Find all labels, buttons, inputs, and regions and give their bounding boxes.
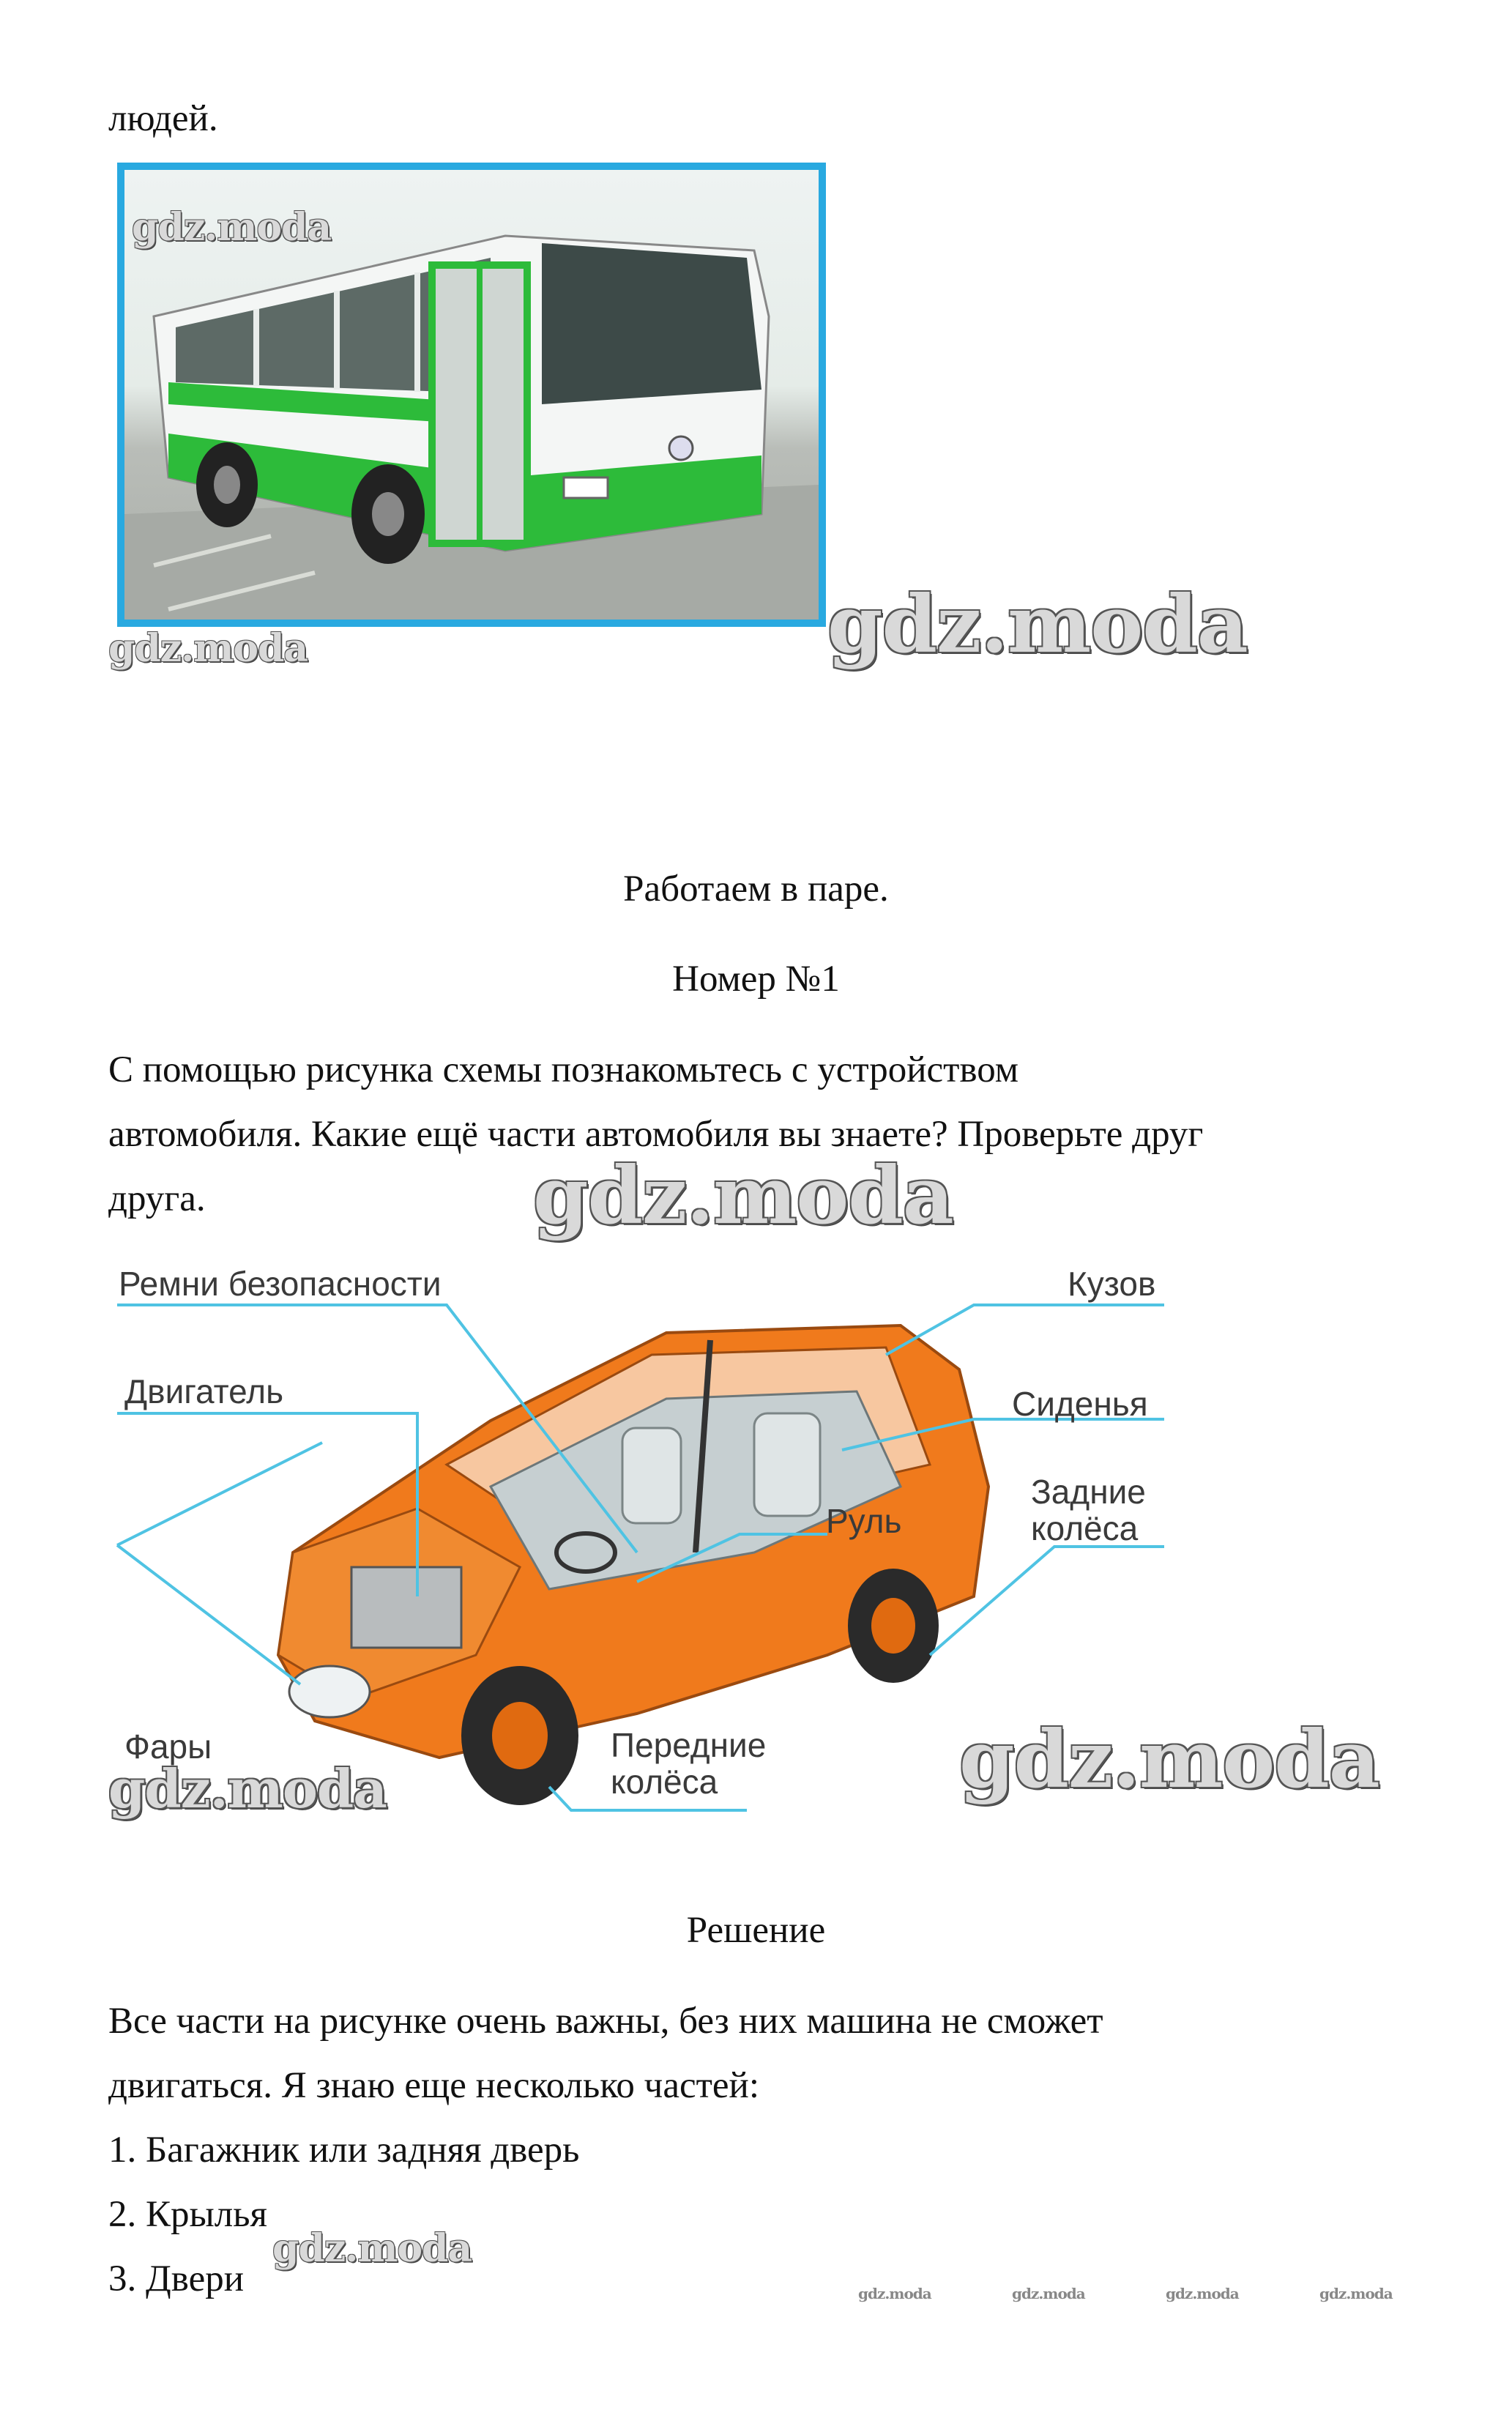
task-text-line: друга. bbox=[108, 1178, 206, 1219]
watermark: gdz.moda bbox=[1166, 2285, 1239, 2302]
watermark: gdz.moda bbox=[108, 1758, 387, 1820]
watermark: gdz.moda bbox=[272, 2226, 472, 2271]
label-rear-wheels: Задние bbox=[1031, 1473, 1146, 1511]
watermark: gdz.moda bbox=[1319, 2285, 1393, 2302]
label-front-wheels: Передние bbox=[611, 1726, 767, 1764]
task-text-line: автомобиля. Какие ещё части автомобиля вы знаете? Проверьте друг bbox=[108, 1114, 1204, 1155]
watermark: gdz.moda bbox=[108, 626, 308, 671]
watermark: gdz.moda bbox=[858, 2285, 931, 2302]
solution-text-line: Все части на рисунке очень важны, без них машина не сможет bbox=[108, 2001, 1103, 2042]
watermark: gdz.moda bbox=[1012, 2285, 1085, 2302]
label-seats: Сиденья bbox=[1012, 1385, 1148, 1423]
label-front-wheels: колёса bbox=[611, 1763, 718, 1801]
solution-list-item: 2. Крылья bbox=[108, 2194, 267, 2235]
watermark: gdz.moda bbox=[959, 1714, 1379, 1806]
solution-list-item: 3. Двери bbox=[108, 2258, 244, 2299]
watermark: gdz.moda bbox=[132, 205, 332, 250]
solution-title: Решение bbox=[686, 1910, 826, 1951]
solution-text-line: двигаться. Я знаю еще несколько частей: bbox=[108, 2065, 759, 2106]
label-rear-wheels: колёса bbox=[1031, 1509, 1139, 1547]
label-seat-belts: Ремни безопасности bbox=[119, 1265, 442, 1303]
bus-photo bbox=[117, 163, 826, 627]
task-number: Номер №1 bbox=[672, 959, 840, 1000]
label-engine: Двигатель bbox=[124, 1372, 284, 1410]
watermark: gdz.moda bbox=[533, 1150, 953, 1242]
label-body: Кузов bbox=[1068, 1265, 1156, 1303]
label-headlights: Фары bbox=[124, 1728, 212, 1766]
solution-list-item: 1. Багажник или задняя дверь bbox=[108, 2130, 580, 2171]
intro-tail-text: людей. bbox=[108, 98, 218, 139]
task-text-line: С помощью рисунка схемы познакомьтесь с устройством bbox=[108, 1049, 1019, 1090]
watermark: gdz.moda bbox=[827, 579, 1248, 671]
section-title: Работаем в паре. bbox=[623, 869, 889, 910]
label-steering-wheel: Руль bbox=[826, 1502, 902, 1540]
